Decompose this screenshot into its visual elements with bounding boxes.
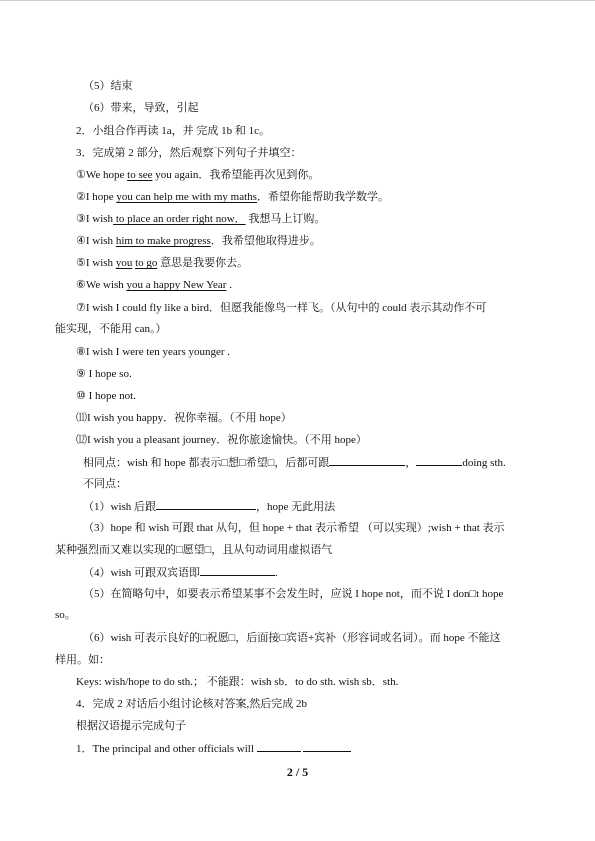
example-sentence-2: ②I hope you can help me with my maths．希望你能帮助我学数学。 bbox=[76, 191, 389, 203]
differences-heading: 不同点： bbox=[83, 478, 127, 490]
page-top-rule bbox=[0, 0, 595, 1]
line-3: 2．小组合作再读 1a，并 完成 1b 和 1c。 bbox=[76, 125, 271, 137]
task-instruction: 根据汉语提示完成句子 bbox=[76, 720, 186, 732]
example-sentence-4: ④I wish him to make progress．我希望他取得进步。 bbox=[76, 235, 321, 247]
example-sentence-7: ⑦I wish I could fly like a bird．但愿我能像鸟一样飞。（从句中的 could 表示其动作不可 bbox=[76, 302, 487, 314]
example-sentence-11: ⑾I wish you happy．祝你幸福。（不用 hope） bbox=[76, 412, 292, 424]
page-number: 2 / 5 bbox=[286, 765, 309, 779]
task-4: 4．完成 2 对话后小组讨论核对答案,然后完成 2b bbox=[76, 698, 307, 710]
line-4: 3．完成第 2 部分，然后观察下列句子并填空： bbox=[76, 147, 302, 159]
example-sentence-10: ⑩ I hope not. bbox=[76, 390, 136, 402]
difference-5-cont: so。 bbox=[55, 609, 76, 621]
difference-4: （4）wish 可跟双宾语即 . bbox=[83, 567, 278, 579]
fill-blank[interactable] bbox=[257, 741, 301, 752]
example-sentence-3: ③I wish to place an order right now． 我想马上订购。 bbox=[76, 213, 326, 225]
difference-6: （6）wish 可表示良好的□祝愿□，后面接□宾语+宾补（形容词或名词）。而 hope 不能这 bbox=[83, 632, 501, 644]
line-2: （6）带来，导致，引起 bbox=[83, 102, 199, 114]
fill-blank[interactable] bbox=[156, 499, 256, 510]
example-sentence-5: ⑤I wish you to go 意思是我要你去。 bbox=[76, 257, 249, 269]
example-sentence-7-cont: 能实现，不能用 can。） bbox=[55, 323, 167, 335]
line-1: （5）结束 bbox=[83, 80, 133, 92]
fill-blank[interactable] bbox=[329, 455, 405, 466]
fill-blank[interactable] bbox=[303, 741, 351, 752]
example-sentence-12: ⑿I wish you a pleasant journey．祝你旅途愉快。（不用 hope） bbox=[76, 434, 367, 446]
example-sentence-8: ⑧I wish I were ten years younger . bbox=[76, 346, 231, 358]
difference-5: （5）在简略句中，如要表示希望某事不会发生时，应说 I hope not，而不说 I don□t hope bbox=[83, 588, 504, 600]
difference-3: （3）hope 和 wish 可跟 that 从句，但 hope + that 表示希望 （可以实现）;wish + that 表示 bbox=[83, 522, 505, 534]
fill-blank[interactable] bbox=[200, 565, 275, 576]
keys-line: Keys: wish/hope to do sth.； 不能跟：wish sb．to do sth. wish sb．sth. bbox=[76, 676, 399, 688]
difference-3-cont: 某种强烈而又难以实现的□愿望□，且从句动词用虚拟语气 bbox=[55, 544, 333, 556]
similarity-line: 相同点：wish 和 hope 都表示□想□希望□，后都可跟 ， doing sth. bbox=[83, 457, 506, 469]
exercise-1: 1．The principal and other officials will bbox=[76, 741, 351, 756]
example-sentence-1: ①We hope to see you again．我希望能再次见到你。 bbox=[76, 169, 320, 181]
example-sentence-6: ⑥We wish you a happy New Year . bbox=[76, 279, 232, 291]
difference-1: （1）wish 后跟 ，hope 无此用法 bbox=[83, 501, 336, 513]
example-sentence-9: ⑨ I hope so. bbox=[76, 368, 132, 380]
fill-blank[interactable] bbox=[416, 455, 462, 466]
difference-6-cont: 样用。如： bbox=[55, 654, 110, 666]
